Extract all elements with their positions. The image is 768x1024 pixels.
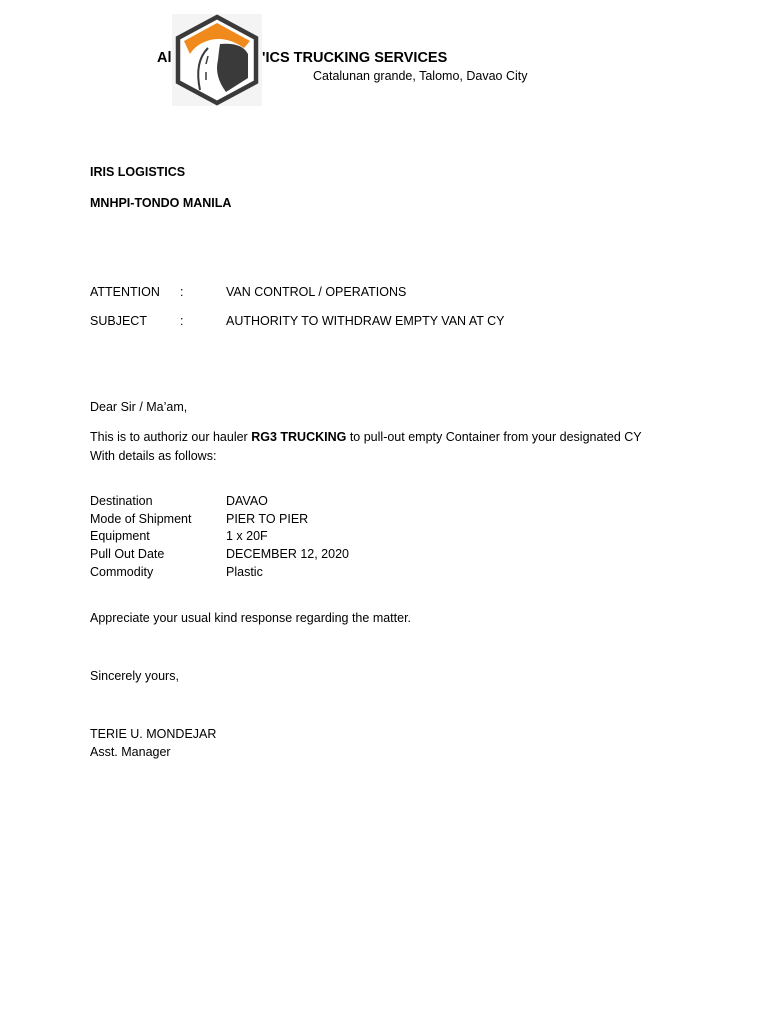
detail-row [90,512,490,529]
hauler-name: RG3 TRUCKING [251,430,347,444]
signatory-name: TERIE U. MONDEJAR [90,727,217,741]
attention-colon: : [180,285,184,299]
detail-value: Plastic [226,565,263,579]
intro-text-before: This is to authoriz our hauler [90,430,252,444]
closing-note: Appreciate your usual kind response regarding the matter. [90,611,412,625]
detail-row [90,565,490,582]
detail-label: Mode of Shipment [90,512,192,526]
company-address: Catalunan grande, Talomo, Davao City [313,69,528,83]
detail-value: 1 x 20F [226,529,268,543]
intro-paragraph [90,430,642,444]
detail-label: Equipment [90,529,150,543]
subject-value: AUTHORITY TO WITHDRAW EMPTY VAN AT CY [226,314,505,328]
detail-label: Pull Out Date [90,547,165,561]
recipient-location: MNHPI-TONDO MANILA [90,196,232,210]
detail-value: PIER TO PIER [226,512,309,526]
intro-text-after: to pull-out empty Container from your designated CY [346,430,642,444]
company-name-left: Al [157,50,172,66]
attention-label: ATTENTION [90,285,160,299]
sign-off: Sincerely yours, [90,669,179,683]
detail-row [90,529,490,546]
salutation: Dear Sir / Ma’am, [90,400,188,414]
detail-value: DAVAO [226,494,268,508]
subject-label: SUBJECT [90,314,147,328]
intro-line-2: With details as follows: [90,449,217,463]
detail-label: Commodity [90,565,154,579]
company-name: 'ICS TRUCKING SERVICES [262,50,448,66]
company-logo [172,14,262,106]
detail-row [90,494,490,511]
signatory-title: Asst. Manager [90,745,171,759]
detail-row [90,547,490,564]
detail-value: DECEMBER 12, 2020 [226,547,349,561]
attention-value: VAN CONTROL / OPERATIONS [226,285,407,299]
recipient-name: IRIS LOGISTICS [90,165,186,179]
detail-label: Destination [90,494,153,508]
subject-colon: : [180,314,184,328]
